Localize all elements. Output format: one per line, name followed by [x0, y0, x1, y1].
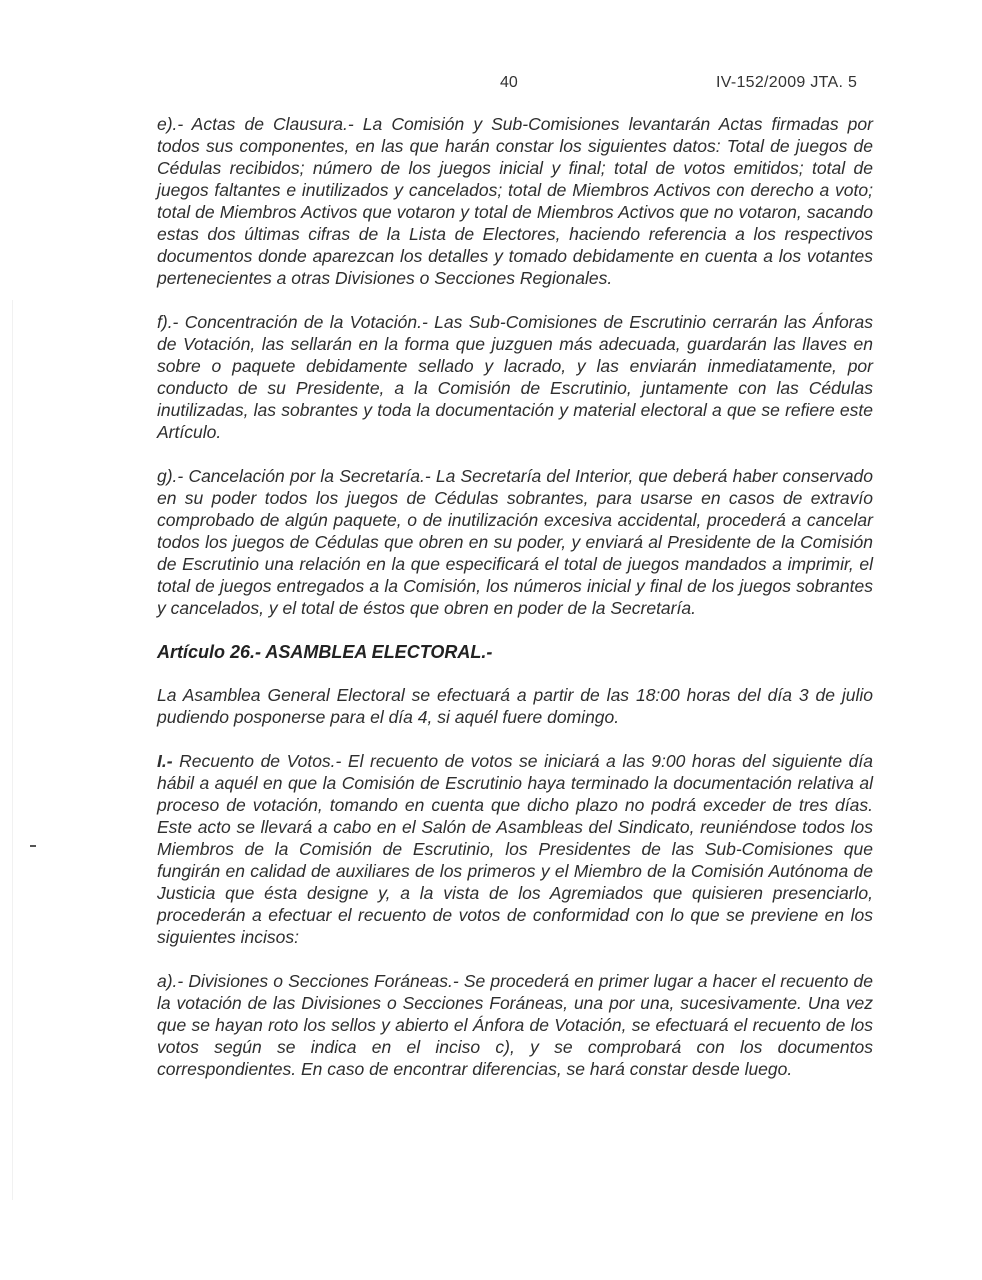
- paragraph-g-lead: g).- Cancelación por la Secretaría.-: [157, 466, 431, 486]
- paragraph-a-lead: a).- Divisiones o Secciones Foráneas.-: [157, 971, 459, 991]
- paragraph-i-text: Recuento de Votos.- El recuento de votos se iniciará a las 9:00 horas del siguiente día hábil a aquél en que la Comisión de Escrutinio haya terminado la documentación relativa al proceso de votación, tomando en cuenta que dicho plazo no podrá exceder de tres días. Este acto se llevará a cabo en el Salón de Asambleas del Sindicato, reuniéndose todos los Miembros de la Comisión de Escrutinio, los Presidentes de las Sub-Comisiones que fungirán en calidad de auxiliares de los primeros y el Miembro de la Comisión Autónoma de Justicia que ésta designe y, a la vista de los Agremiados que quisieren presenciarlo, procederán a efectuar el recuento de votos de conformidad con lo que se previene en los siguientes incisos:: [157, 751, 873, 947]
- paragraph-g-cancelacion: [157, 465, 873, 619]
- paragraph-f-text: Las Sub-Comisiones de Escrutinio cerrarán las Ánforas de Votación, las sellarán en la forma que juzguen más adecuada, guardarán las llaves en sobre o paquete debidamente sellado y lacrado, y las enviarán inmediatamente, por conducto de su Presidente, a la Comisión de Escrutinio, juntamente con las Cédulas inutilizadas, las sobrantes y toda la documentación y material electoral a que se refiere este Artículo.: [157, 312, 873, 442]
- paragraph-i-recuento-de-votos: [157, 750, 873, 948]
- paragraph-asamblea-general: La Asamblea General Electoral se efectuará a partir de las 18:00 horas del día 3 de julio pudiendo posponerse para el día 4, si aquél fuere domingo.: [157, 685, 873, 727]
- scan-margin-line: [12, 300, 13, 1200]
- paragraph-f-lead: f).- Concentración de la Votación.-: [157, 312, 428, 332]
- paragraph-a-divisiones-foraneas: [157, 970, 873, 1080]
- document-body: [157, 113, 873, 1102]
- paragraph-g-text: La Secretaría del Interior, que deberá haber conservado en su poder todos los juegos de Cédulas sobrantes, para usarse en casos de extravío comprobado de algún paquete, o de inutilización excesiva accidental, procederá a cancelar todos los juegos de Cédulas que obren en su poder, y enviará al Presidente de la Comisión de Escrutinio una relación en la que especificará el total de juegos mandados a imprimir, el total de juegos entregados a la Comisión, los números inicial y final de los juegos sobrantes y cancelados, y el total de éstos que obren en poder de la Secretaría.: [157, 466, 874, 618]
- paragraph-e-text: La Comisión y Sub-Comisiones levantarán Actas firmadas por todos sus componentes, en las que harán constar los siguientes datos: Total de juegos de Cédulas recibidos; número de los juegos inicial y final; total de votos emitidos; total de juegos faltantes e inutilizados y cancelados; total de Miembros Activos con derecho a voto; total de Miembros Activos que votaron y total de Miembros Activos que no votaron, sacando estas dos últimas cifras de la Lista de Electores, haciendo referencia a los respectivos documentos donde aparezcan los detalles y tomado debidamente en cuenta a los votantes pertenecientes a otras Divisiones o Secciones Regionales.: [157, 114, 873, 288]
- document-reference: IV-152/2009 JTA. 5: [716, 74, 858, 91]
- paragraph-e-actas-de-clausura: [157, 113, 873, 289]
- paragraph-a-text: Se procederá en primer lugar a hacer el recuento de la votación de las Divisiones o Secciones Foráneas, una por una, sucesivamente. Una vez que se hayan roto los sellos y abierto el Ánfora de Votación, se efectuará el recuento de los votos según se indica en el inciso c), y se comprobará con los documentos correspondientes. En caso de encontrar diferencias, se hará constar desde luego.: [157, 971, 873, 1079]
- article-26-heading: Artículo 26.- ASAMBLEA ELECTORAL.-: [157, 642, 493, 662]
- paragraph-i-number: I.-: [157, 751, 173, 771]
- scan-mark: [30, 845, 36, 847]
- page-number: 40: [500, 74, 518, 91]
- paragraph-e-lead: e).- Actas de Clausura.-: [157, 114, 354, 134]
- paragraph-f-concentracion: [157, 311, 873, 443]
